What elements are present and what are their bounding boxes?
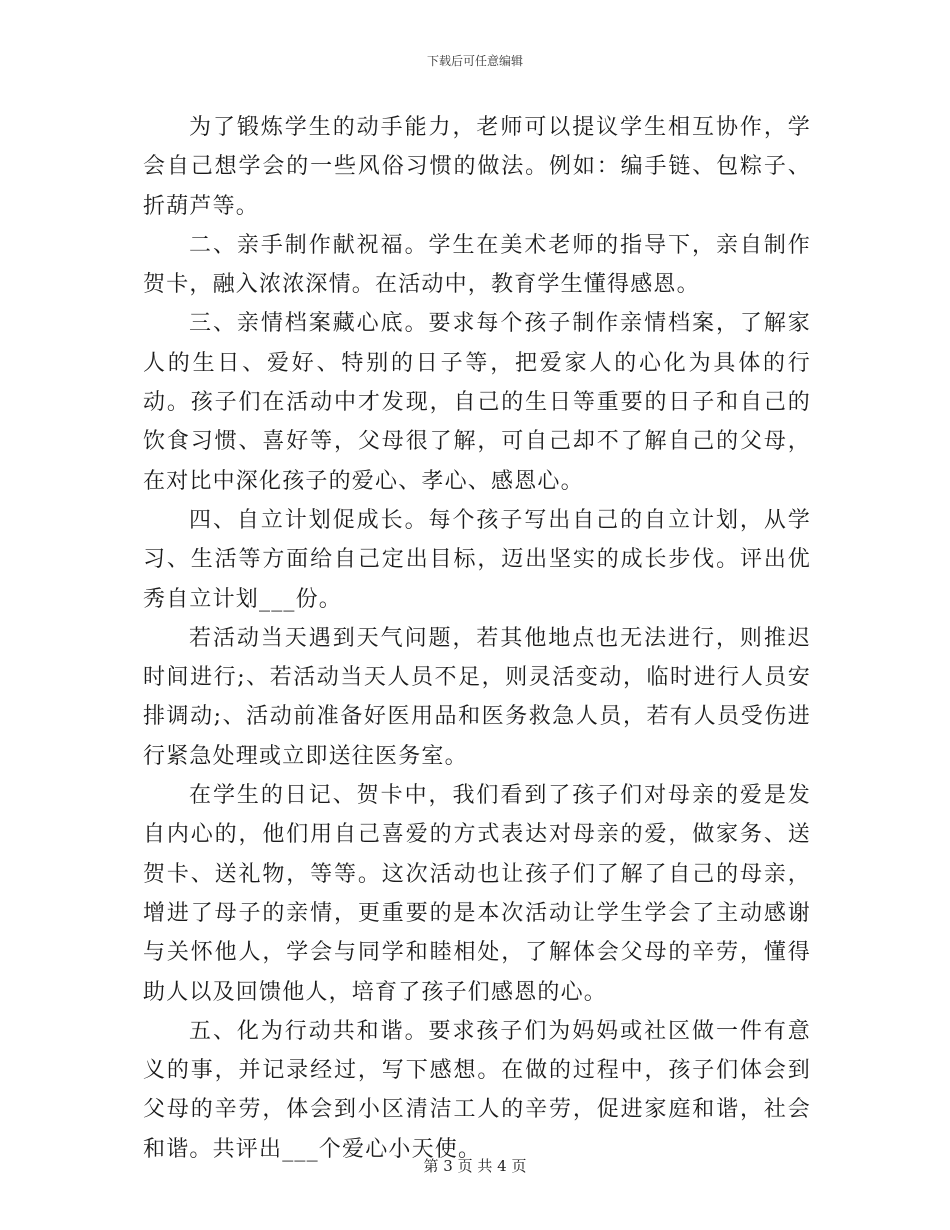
- paragraph-1: 为了锻炼学生的动手能力，老师可以提议学生相互协作，学会自己想学会的一些风俗习惯的做法。例如：编手链、包粽子、折葫芦等。: [143, 115, 811, 219]
- paragraph-2: 二、亲手制作献祝福。学生在美术老师的指导下，亲自制作贺卡，融入浓浓深情。在活动中，教育学生懂得感恩。: [143, 232, 811, 298]
- paragraph-4: 四、自立计划促成长。每个孩子写出自己的自立计划，从学习、生活等方面给自己定出目标，迈出坚实的成长步伐。评出优秀自立计划___份。: [143, 507, 811, 612]
- paragraph-6: 在学生的日记、贺卡中，我们看到了孩子们对母亲的爱是发自内心的，他们用自己喜爱的方式表达对母亲的爱，做家务、送贺卡、送礼物，等等。这次活动也让孩子们了解了自己的母亲，增进了母子的亲情，更重要的是本次活动让学生学会了主动感谢与关怀他人，学会与同学和睦相处，了解体会父母的辛劳，懂得助人以及回馈他人，培育了孩子们感恩的心。: [143, 783, 811, 1005]
- paragraph-5: 若活动当天遇到天气问题，若其他地点也无法进行，则推迟时间进行;、若活动当天人员不足，则灵活变动，临时进行人员安排调动;、活动前准备好医用品和医务救急人员，若有人员受伤进行紧急处理或立即送往医务室。: [143, 625, 811, 769]
- paragraph-3: 三、亲情档案藏心底。要求每个孩子制作亲情档案，了解家人的生日、爱好、特别的日子等，把爱家人的心化为具体的行动。孩子们在活动中才发现，自己的生日等重要的日子和自己的饮食习惯、喜好等，父母很了解，可自己却不了解自己的父母，在对比中深化孩子的爱心、孝心、感恩心。: [143, 311, 811, 494]
- document-body: [143, 108, 811, 1169]
- page-header: 下载后可任意编辑: [426, 54, 523, 68]
- paragraph-7: 五、化为行动共和谐。要求孩子们为妈妈或社区做一件有意义的事，并记录经过，写下感想。在做的过程中，孩子们体会到父母的辛劳，体会到小区清洁工人的辛劳，促进家庭和谐，社会和谐。共评出___个爱心小天使。: [143, 1018, 811, 1162]
- page-footer: 第 3 页 共 4 页: [423, 1157, 527, 1175]
